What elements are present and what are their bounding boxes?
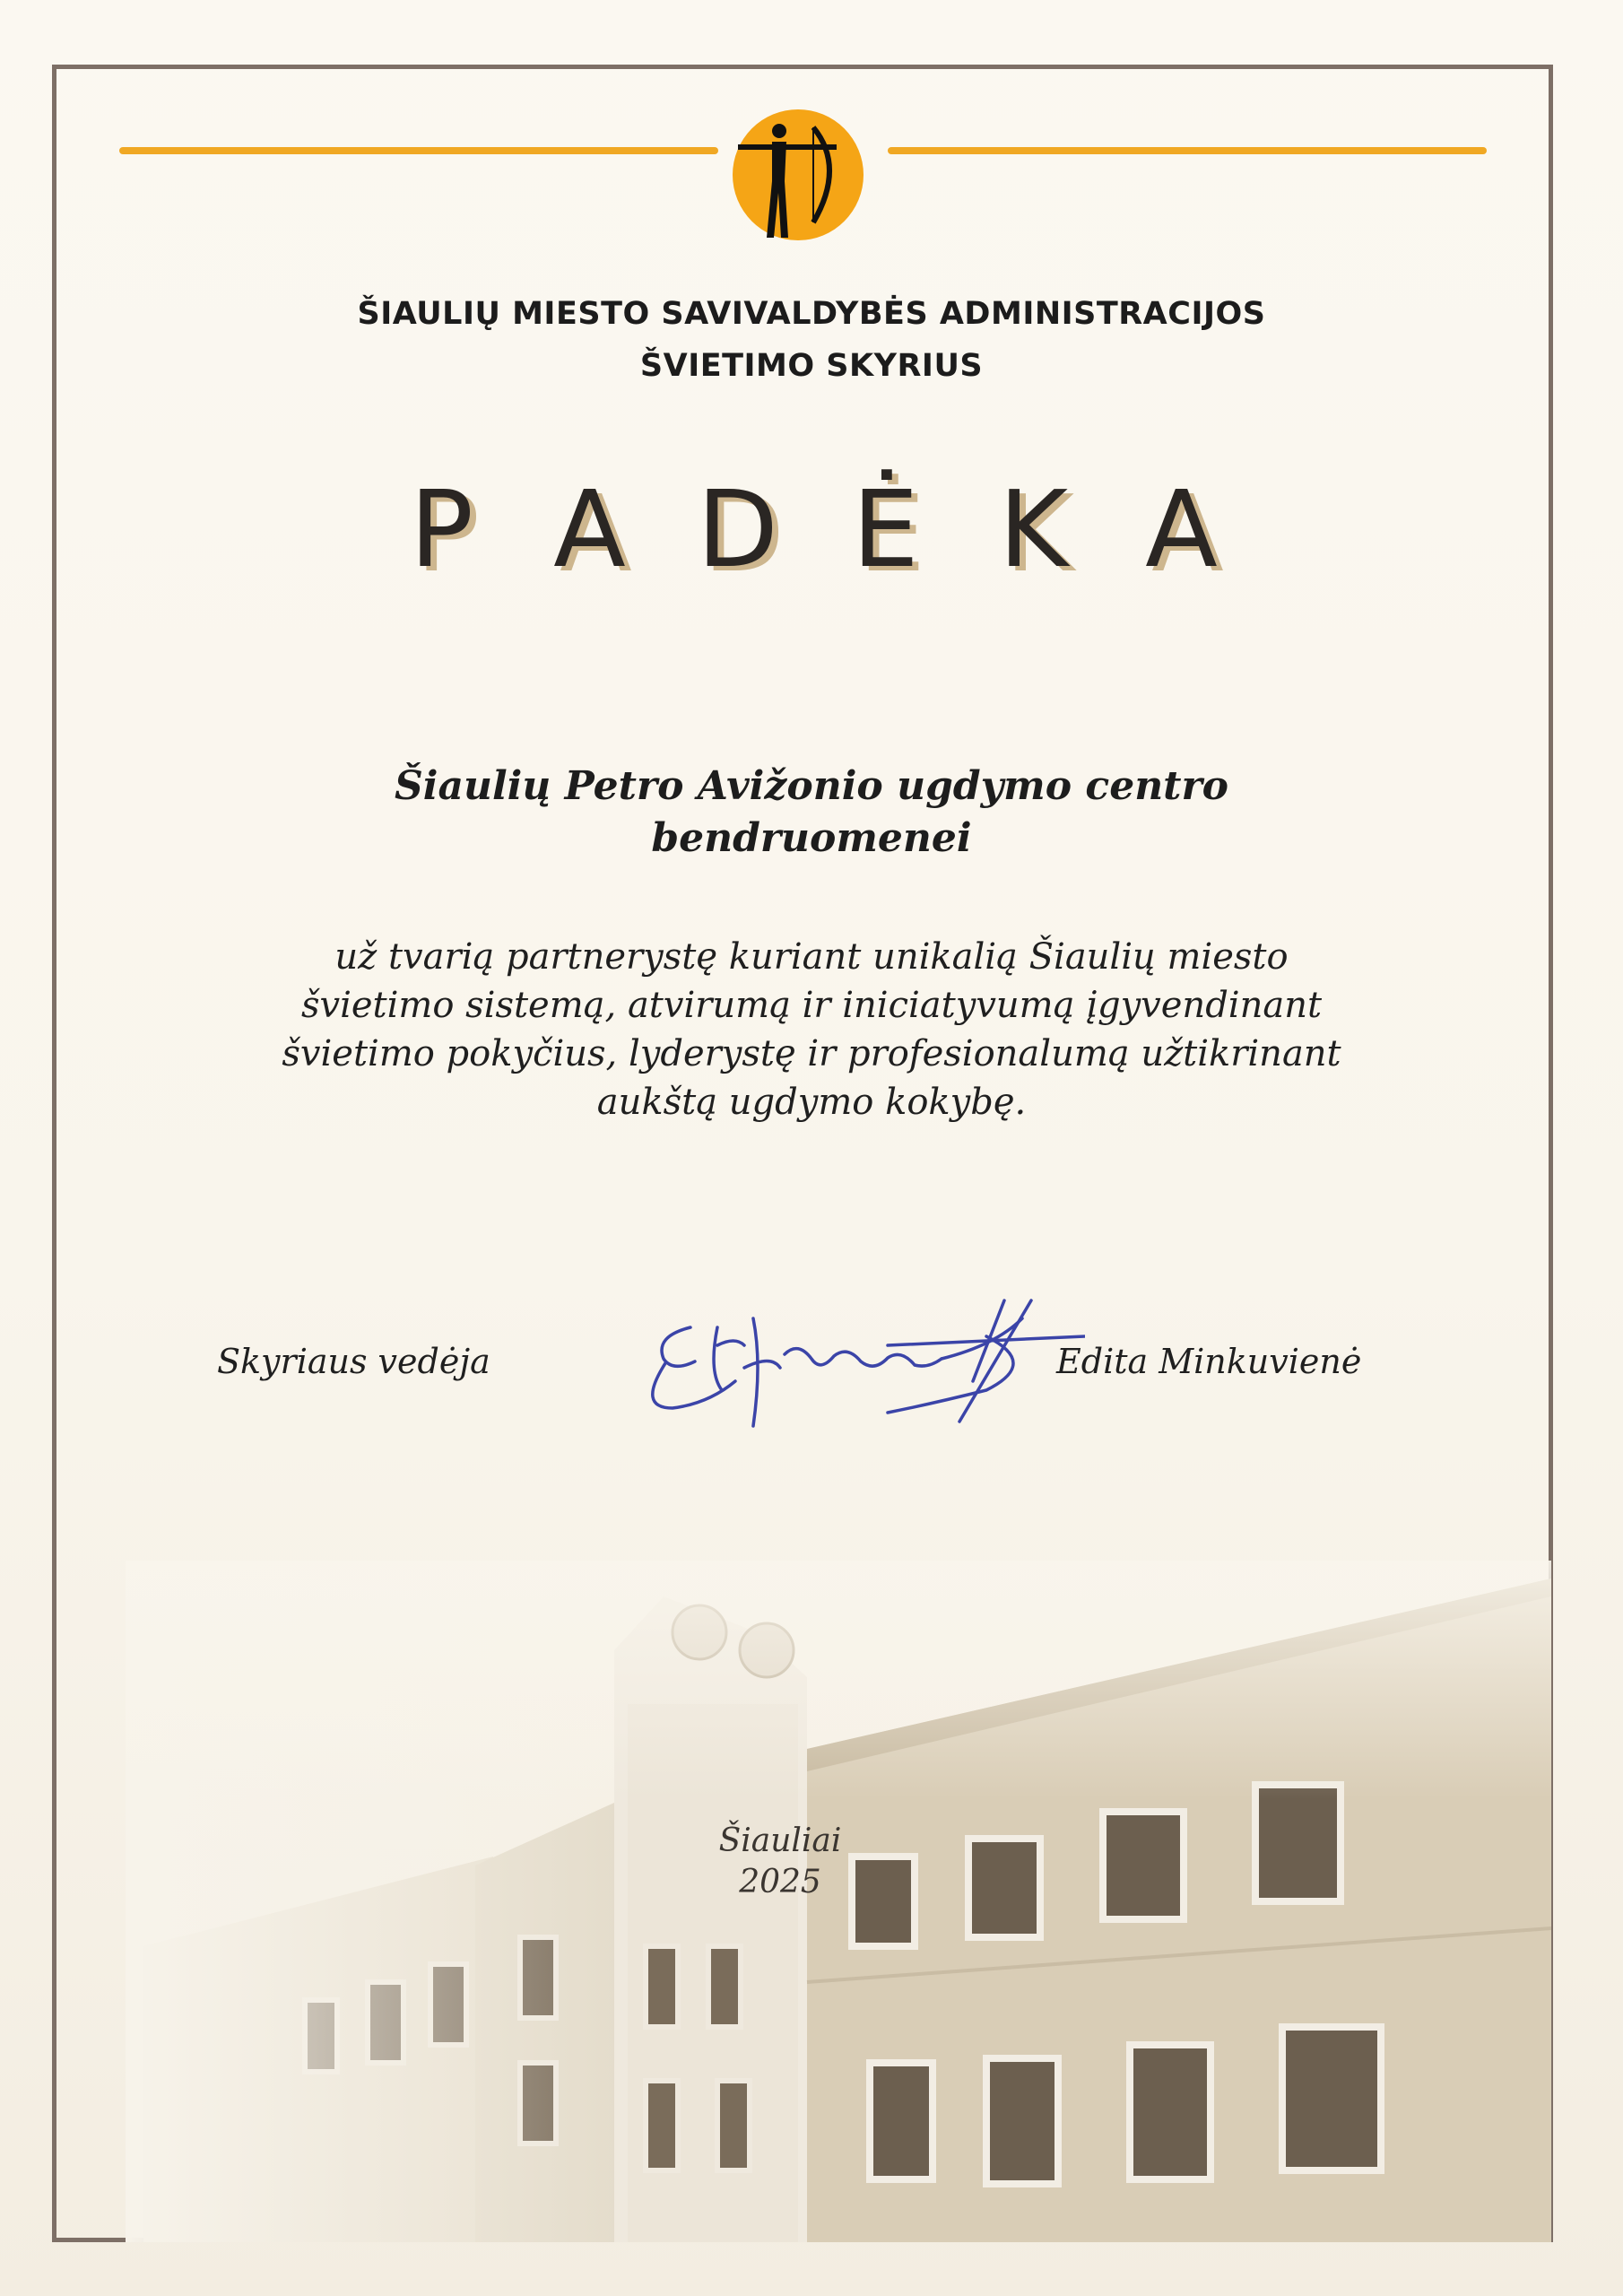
title-letter: Ė — [852, 467, 919, 591]
department-name: ŠVIETIMO SKYRIUS — [639, 348, 984, 384]
reason-line: už tvarią partnerystę kuriant unikalią Šiaulių miesto — [334, 936, 1289, 978]
recipient-block — [0, 761, 1623, 865]
title-letter: K — [998, 467, 1069, 591]
title-letter: A — [553, 467, 626, 591]
title-letter: D — [697, 467, 778, 591]
reason-text — [215, 933, 1408, 1126]
reason-line: aukštą ugdymo kokybę. — [596, 1082, 1027, 1123]
archer-logo-icon — [731, 108, 865, 242]
decorative-line-right — [888, 147, 1487, 154]
reason-line: švietimo sistemą, atvirumą ir iniciatyvumą įgyvendinant — [300, 985, 1323, 1026]
place-and-year — [628, 1821, 933, 1903]
reason-line: švietimo pokyčius, lyderystę ir profesionalumą užtikrinant — [282, 1033, 1341, 1074]
year: 2025 — [739, 1864, 821, 1900]
recipient-line: bendruomenei — [651, 815, 972, 861]
recipient-line: Šiaulių Petro Avižonio ugdymo centro — [394, 763, 1229, 809]
title-letter: P — [409, 467, 474, 591]
title-letter: A — [1145, 467, 1218, 591]
signer-position: Skyriaus vedėja — [217, 1342, 490, 1381]
organization-name: ŠIAULIŲ MIESTO SAVIVALDYBĖS ADMINISTRACIJOS — [357, 296, 1266, 332]
city-name: Šiauliai — [718, 1822, 842, 1859]
certificate-title — [0, 466, 1623, 592]
signer-name: Edita Minkuvienė — [1056, 1342, 1362, 1381]
handwritten-signature — [619, 1283, 1085, 1435]
decorative-line-left — [119, 147, 718, 154]
